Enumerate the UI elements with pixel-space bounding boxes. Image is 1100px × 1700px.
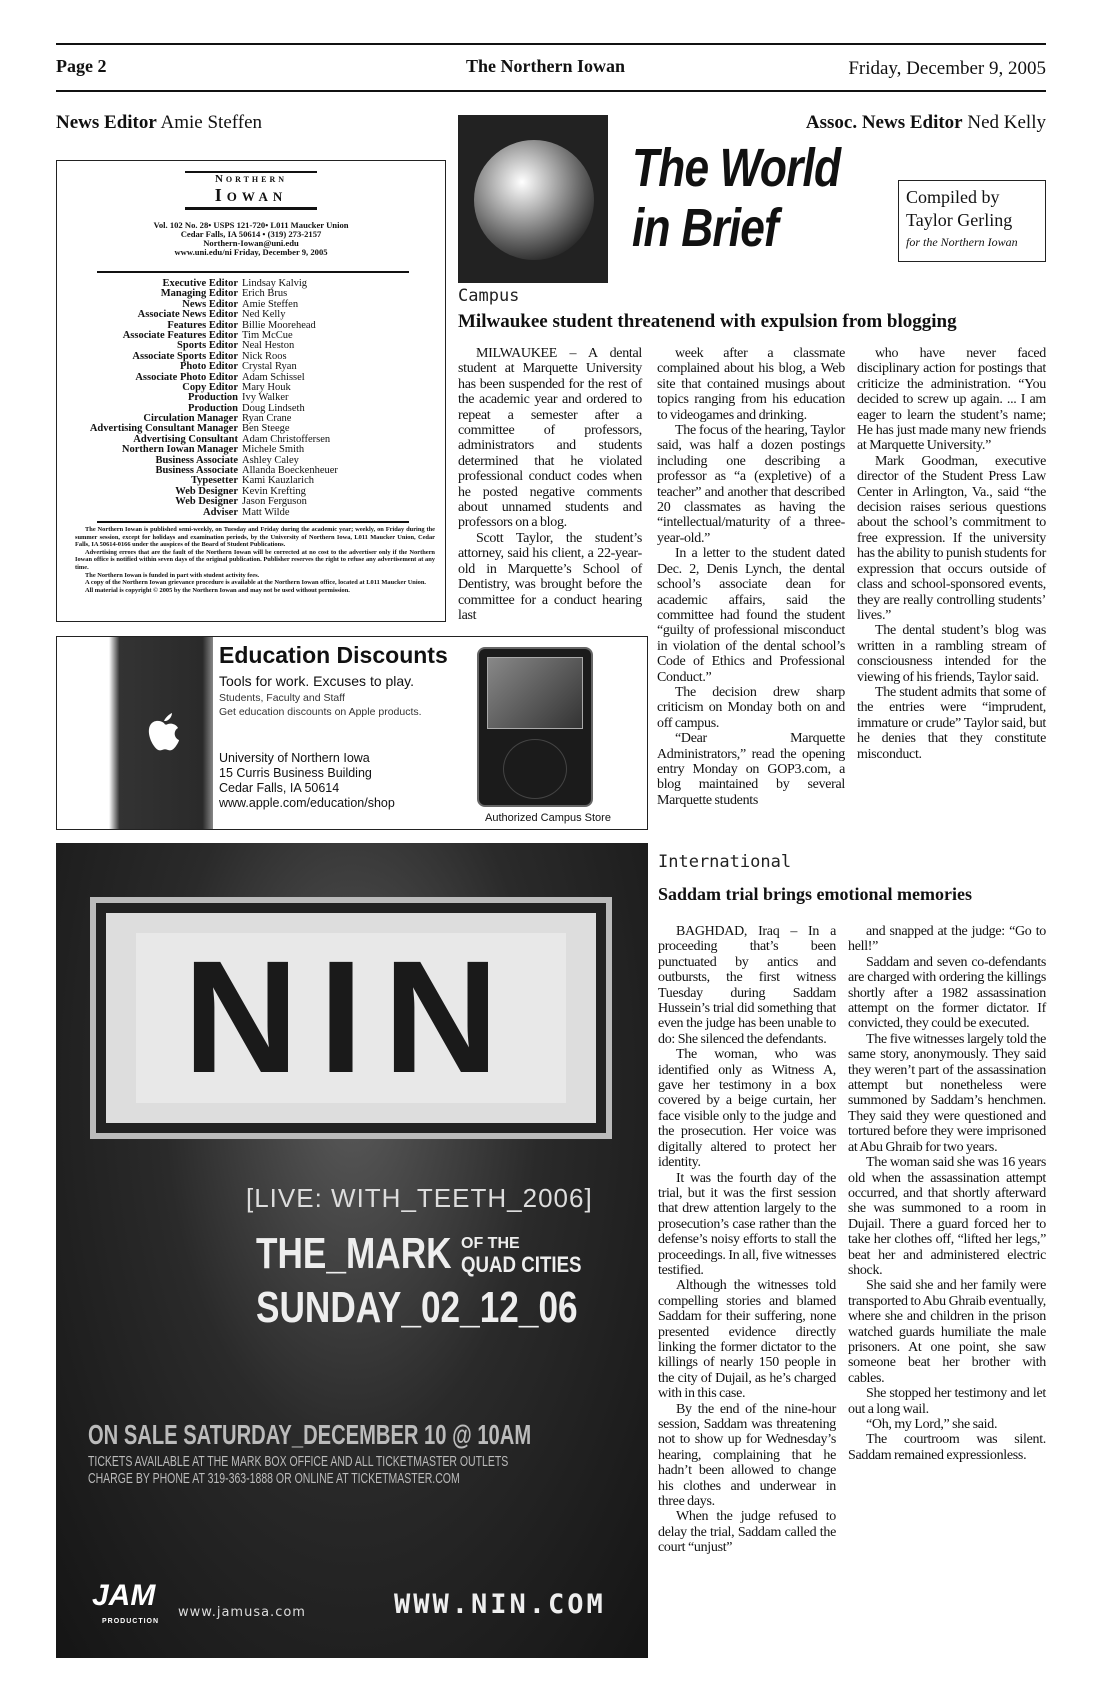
staff-title: Associate Photo Editor: [135, 371, 238, 383]
credit-name: Amie Steffen: [160, 112, 263, 133]
article-paragraph: The woman said she was 16 years old when the assassination attempt occurred, and that shortly afterward she was summoned to a room in Dujail. There a guard forced her to take her clothes off, “lifted her legs,” beat her and administered electric shock.: [848, 1155, 1046, 1278]
staff-list: [57, 279, 445, 518]
staff-title: Photo Editor: [179, 361, 238, 373]
staff-name: Ben Steege: [242, 423, 290, 435]
article-paragraph: By the end of the nine-hour session, Saddam was threatening not to show up for Wednesday’s hearing, complaining that he hadn’t been allowed to change his clothes and underwear in three days.: [658, 1401, 836, 1510]
nin-logo: [136, 933, 566, 1103]
article-paragraph: MILWAUKEE – A dental student at Marquette University has been suspended for the rest of the academic year and ordered to repeat a semester after a committee of professors, administrators and students determined that he violated professional conduct codes when he posted negative comments about unnamed students and professors on a blog.: [458, 346, 642, 531]
article-paragraph: and snapped at the judge: “Go to hell!”: [848, 924, 1046, 955]
masthead-box: [56, 160, 446, 622]
apple-logo-icon: [145, 709, 183, 755]
staff-title: Sports Editor: [177, 340, 238, 352]
staff-name: Kami Kauzlarich: [242, 475, 315, 487]
on-sale-text: ON SALE SATURDAY_DECEMBER 10 @ 10AM: [88, 1419, 532, 1450]
international-headline: Saddam trial brings emotional memories: [658, 884, 972, 904]
masthead-name-bottom: Iowan: [214, 185, 288, 205]
issue-date: Friday, December 9, 2005: [848, 58, 1046, 79]
staff-name: Allanda Boeckenheuer: [242, 465, 338, 477]
staff-title: Web Designer: [175, 496, 238, 508]
article-paragraph: week after a classmate complained about his blog, a Web site that contained musings about topics ranging from his education to videogames and drinking.: [657, 346, 845, 423]
masthead-name-top: Northern: [214, 173, 288, 185]
staff-title: Advertising Consultant: [133, 433, 238, 445]
ad-title: Education Discounts: [219, 642, 448, 668]
staff-name: Neal Heston: [242, 340, 295, 352]
nin-logo-box: [96, 903, 606, 1133]
ipod-image: [477, 647, 593, 807]
venue: THE_MARK: [256, 1229, 452, 1278]
header-bottom-rule: [56, 90, 1046, 92]
article-paragraph: Mark Goodman, executive director of the Student Press Law Center in Arlington, Va., said “the decision raises serious questions about the school’s commitment to free expression. If the university has the ability to punish students for expression that occurs outside of class and school-sponsored events, they are really controlling students’ lives.”: [857, 453, 1046, 623]
staff-name: Doug Lindseth: [242, 402, 305, 414]
staff-title: Associate Sports Editor: [132, 350, 238, 362]
staff-title: Associate News Editor: [137, 309, 238, 321]
staff-title: Web Designer: [175, 485, 238, 497]
masthead-info: [57, 221, 445, 257]
staff-name: Adam Christoffersen: [242, 433, 331, 445]
staff-name: Mary Houk: [242, 381, 291, 393]
staff-name: Crystal Ryan: [242, 361, 297, 373]
tickets-line-1: TICKETS AVAILABLE AT THE MARK BOX OFFICE AND ALL TICKETMASTER OUTLETS: [88, 1453, 509, 1470]
article-paragraph: The dental student’s blog was written in a rambling stream of consciousness intended for the viewing of his friends, Taylor said.: [857, 623, 1046, 685]
staff-row: [57, 362, 445, 372]
article-paragraph: Saddam and seven co-defendants are charged with ordering the killings shortly after a 1982 assassination attempt on the former dictator. If convicted, they could be executed.: [848, 954, 1046, 1032]
credit-role: News Editor: [56, 112, 157, 133]
fine-print-paragraph: All material is copyright © 2005 by the Northern Iowan and may not be used without permission.: [85, 586, 350, 594]
article-paragraph: The courtroom was silent. Saddam remained expressionless.: [848, 1432, 1046, 1463]
title-line-2: in Brief: [632, 198, 778, 258]
fine-print-paragraph: The Northern Iowan is published semi-weekly, on Tuesday and Friday during the academic year; weekly, on Friday during the summer session, except for holidays and examination periods, by the University of Northern Iowa, L011 Maucker Union, Cedar Falls, IA 50614-0166 under the auspices of the Board of Student Publications.: [75, 526, 435, 549]
article-column: [848, 924, 1046, 1463]
ad-dark-panel: [109, 637, 213, 829]
news-editor-credit: [56, 112, 262, 134]
assoc-news-editor-credit: [806, 112, 1046, 134]
staff-title: Copy Editor: [182, 381, 238, 393]
article-paragraph: It was the fourth day of the trial, but it was the first session that drew attention largely to the prosecution’s case rather than the defense’s noisy efforts to stall the proceedings. In all, five witnesses testified.: [658, 1170, 836, 1278]
article-paragraph: “Oh, my Lord,” she said.: [866, 1417, 998, 1432]
address-line: 15 Curris Business Building: [219, 766, 372, 780]
ad-address: [219, 751, 395, 811]
ad-offer: Get education discounts on Apple products.: [219, 706, 422, 718]
jam-logo: JAM: [92, 1579, 156, 1612]
staff-title: Executive Editor: [162, 278, 238, 289]
staff-name: Tim McCue: [242, 329, 293, 341]
article-paragraph: In a letter to the student dated Dec. 2, Denis Lynch, the dental school’s associate dean for academic affairs, said the committee had found the student “guilty of professional misconduct in violation of the dental school’s Code of Ethics and Professional Conduct.”: [657, 546, 845, 685]
staff-title: Advertising Consultant Manager: [89, 423, 238, 435]
masthead-info-line: www.uni.edu/ni Friday, December 9, 2005: [174, 247, 328, 257]
jam-sub: PRODUCTION: [102, 1618, 160, 1625]
article-paragraph: Although the witnesses told compelling stories and blamed Saddam for their suffering, none presented evidence directly linking the former dictator to the killings of nearly 150 people in the city of Dujail, as he’s charged with in this case.: [658, 1278, 836, 1402]
staff-name: Matt Wilde: [242, 506, 290, 518]
jam-url-link[interactable]: www.jamusa.com: [178, 1605, 306, 1620]
staff-name: Billie Moorehead: [242, 319, 316, 331]
title-line-1: The World: [632, 138, 841, 198]
staff-title: Northern Iowan Manager: [121, 444, 238, 456]
ad-tagline: Tools for work. Excuses to play.: [219, 673, 415, 689]
compiled-by-box: [898, 180, 1046, 262]
tour-name: [LIVE: WITH_TEETH_2006]: [246, 1183, 593, 1213]
nin-concert-ad[interactable]: [56, 843, 648, 1658]
masthead-info-line: Vol. 102 No. 28• USPS 121-720• L011 Maucker Union: [153, 220, 349, 230]
fine-print-paragraph: A copy of the Northern Iowan grievance procedure is available at the Northern Iowan office, located at L011 Maucker Union.: [85, 579, 426, 587]
article-paragraph: The woman, who was identified only as Witness A, gave her testimony in a box covered by a beige curtain, her face visible only to the judge and the prosecution. Her voice was digitally altered to protect her identity.: [658, 1047, 836, 1171]
tickets-line-2: CHARGE BY PHONE AT 319-363-1888 OR ONLINE AT TICKETMASTER.COM: [88, 1470, 460, 1487]
apple-education-ad[interactable]: [56, 636, 648, 830]
article-paragraph: She stopped her testimony and let out a long wail.: [848, 1386, 1046, 1417]
nin-url-link[interactable]: WWW.NIN.COM: [394, 1589, 606, 1620]
page-number: Page 2: [56, 56, 107, 76]
world-brief-title: [632, 138, 840, 258]
article-paragraph: When the judge refused to delay the trial, Saddam called the court “unjust”: [658, 1509, 836, 1556]
staff-title: Production: [188, 392, 238, 404]
fine-print-paragraph: The Northern Iowan is funded in part with student activity fees.: [85, 571, 260, 579]
ad-audience: Students, Faculty and Staff: [219, 692, 345, 704]
article-paragraph: “Dear Marquette Administrators,” read the opening entry Monday on GOP3.com, a blog maintained by several Marquette students: [657, 731, 845, 808]
staff-title: Typesetter: [190, 475, 238, 487]
earth-image: [458, 115, 608, 283]
article-paragraph: The decision drew sharp criticism on Monday both on and off campus.: [657, 684, 845, 731]
credit-role: Assoc. News Editor: [805, 112, 963, 133]
nin-logo-text: NIN: [183, 933, 519, 1103]
compiled-by-label: Compiled by: [906, 187, 1000, 207]
masthead-info-line: Cedar Falls, IA 50614 • (319) 273-2157: [180, 229, 322, 239]
campus-headline: Milwaukee student threatenend with expulsion from blogging: [458, 311, 957, 332]
paper-name: The Northern Iowan: [466, 56, 626, 76]
divider: [97, 521, 409, 523]
staff-name: Ashley Caley: [242, 454, 299, 466]
divider: [185, 207, 317, 210]
article-column: [658, 924, 836, 1556]
staff-title: Features Editor: [167, 319, 238, 331]
article-column: [657, 346, 845, 808]
staff-row: [57, 508, 445, 518]
staff-name: Ivy Walker: [242, 392, 289, 404]
ipod-screen: [487, 657, 583, 729]
article-paragraph: who have never faced disciplinary action for postings that criticize the administration. “You decided to screw up again. ... I am eager to learn the student’s name; He has just made many new friends at Marquette University.”: [857, 346, 1046, 454]
venue-small-2: QUAD CITIES: [461, 1252, 582, 1277]
section-campus: Campus: [458, 286, 520, 306]
article-paragraph: The focus of the hearing, Taylor said, was half a dozen postings including one describing a professor as “a (expletive) of a teacher” and another that described 20 classmates as having the “intellectual/maturity of a three-year-old.”: [657, 423, 845, 546]
staff-title: News Editor: [182, 298, 238, 310]
staff-title: Associate Features Editor: [122, 329, 238, 341]
address-line: www.apple.com/education/shop: [219, 796, 395, 810]
article-column: [857, 346, 1046, 762]
fine-print-paragraph: Advertising errors that are the fault of the Northern Iowan will be corrected at no cost to the advertiser only if the Northern Iowan office is notified within seven days of the original publication. Publisher reserves the right to refuse any advertisement at any time.: [75, 548, 435, 571]
article-paragraph: The student admits that some of the entries were “imprudent, immature or crude” Taylor said, but he denies that they constitute misconduct.: [857, 684, 1046, 762]
fine-print: [75, 526, 435, 594]
article-paragraph: BAGHDAD, Iraq – In a proceeding that’s been punctuated by antics and outbursts, the first witness Tuesday during Saddam Hussein’s trial did something that even the judge has been unable to do: She silenced the defendants.: [658, 924, 836, 1047]
divider: [97, 271, 409, 273]
compiler-name: Taylor Gerling: [906, 210, 1013, 230]
staff-name: Amie Steffen: [242, 298, 299, 310]
address-line: University of Northern Iowa: [219, 751, 370, 765]
ipod-click-wheel: [503, 739, 567, 799]
header-top-rule: [56, 43, 1046, 45]
staff-title: Circulation Manager: [143, 413, 238, 425]
staff-name: Lindsay Kalvig: [242, 278, 308, 289]
staff-name: Ryan Crane: [242, 413, 292, 425]
globe-icon: [474, 140, 594, 260]
article-paragraph: The five witnesses largely told the same story, anonymously. They said they weren’t part of the assassination attempt but nonetheless were summoned by Saddam’s henchmen. They said they were questioned and tortured before they were imprisoned at Abu Ghraib for two years.: [848, 1031, 1046, 1155]
staff-name: Adam Schissel: [242, 371, 305, 383]
staff-row: [57, 310, 445, 320]
staff-title: Business Associate: [155, 454, 238, 466]
section-international: International: [658, 852, 792, 872]
article-column: [458, 346, 642, 623]
staff-name: Jason Ferguson: [242, 496, 307, 508]
masthead-info-line: Northern-Iowan@uni.edu: [203, 238, 299, 248]
venue-small-1: OF THE: [461, 1235, 520, 1252]
staff-title: Business Associate: [155, 465, 238, 477]
address-line: Cedar Falls, IA 50614: [219, 781, 340, 795]
credit-name: Ned Kelly: [967, 112, 1046, 133]
authorized-store-label: [485, 811, 611, 825]
staff-title: Managing Editor: [160, 288, 238, 300]
staff-title: Adviser: [203, 506, 238, 518]
staff-title: Production: [188, 402, 238, 414]
concert-date: SUNDAY_02_12_06: [256, 1283, 578, 1332]
staff-name: Michele Smith: [242, 444, 305, 456]
staff-name: Nick Roos: [242, 350, 287, 362]
staff-name: Ned Kelly: [242, 309, 286, 321]
compiled-for: for the Northern Iowan: [906, 235, 1018, 249]
store-text: Authorized Campus Store: [485, 812, 611, 824]
article-paragraph: She said she and her family were transported to Abu Ghraib eventually, where she and children in the prison watched guards humiliate the male prisoners. At one point, she saw someone beat her brother with cables.: [848, 1278, 1046, 1386]
staff-name: Kevin Krefting: [242, 485, 306, 497]
article-paragraph: Scott Taylor, the student’s attorney, said his client, a 22-year-old in Marquette’s School of Dentistry, was brought before the committee for a conduct hearing last: [458, 530, 642, 623]
staff-name: Erich Brus: [242, 288, 288, 300]
